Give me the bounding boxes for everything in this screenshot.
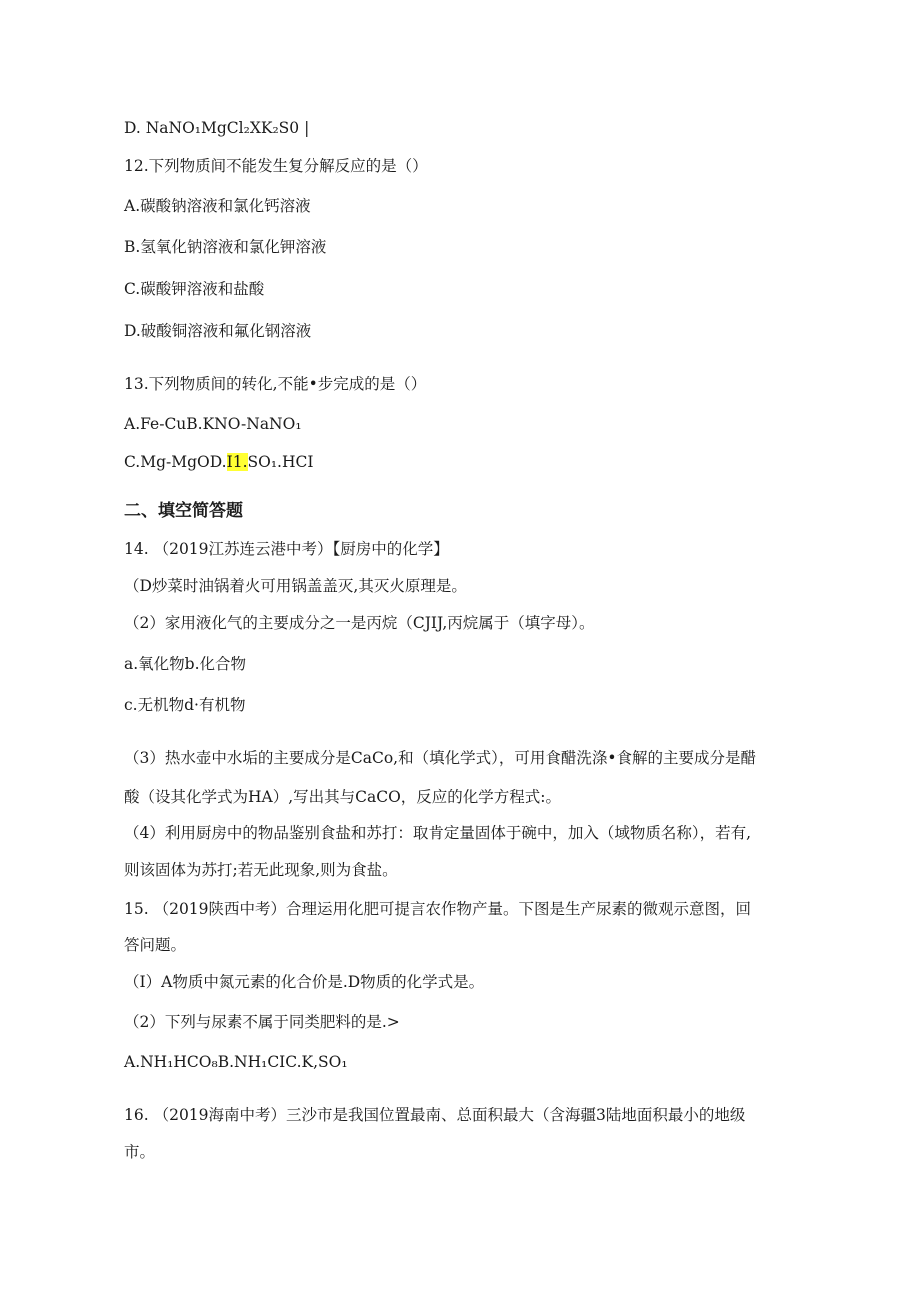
question-15-line1: 15. （2019陕西中考）合理运用化肥可提言农作物产量。下图是生产尿素的微观示意图，回 (124, 900, 752, 918)
question-15-line2: 答问题。 (124, 936, 187, 954)
question-14: 14. （2019江苏连云港中考）【厨房中的化学】 (124, 540, 449, 558)
option-12a: A.碳酸钠溶液和氯化钙溶液 (124, 197, 311, 215)
highlighted-text: I1. (226, 453, 248, 471)
option-12b: B.氢氧化钠溶液和氯化钾溶液 (124, 238, 327, 256)
question-14-part3-line1: （3）热水壶中水垢的主要成分是CaCo,和（填化学式），可用食醋洗涤•食解的主要成分是醋 (124, 749, 756, 767)
question-16-line2: 市。 (124, 1143, 156, 1161)
section-heading: 二、填空简答题 (124, 501, 243, 521)
option-15abc: A.NH₁HCO₈B.NH₁CIC.K,SO₁ (124, 1053, 348, 1071)
option-12d: D.破酸铜溶液和氟化钢溶液 (124, 322, 312, 340)
question-16-line1: 16. （2019海南中考）三沙市是我国位置最南、总面积最大（含海疆3陆地面积最小的地级 (124, 1106, 746, 1124)
question-14-part4-line1: （4）利用厨房中的物品鉴别食盐和苏打：取肯定量固体于碗中，加入（域物质名称），若有, (124, 824, 752, 842)
option-13cd (124, 451, 313, 473)
option-13d-text: SO₁.HCI (247, 453, 314, 471)
question-14-part3-line2: 酸（设其化学式为HA）,写出其与CaCO，反应的化学方程式:。 (124, 788, 562, 806)
question-14-part2: （2）家用液化气的主要成分之一是丙烷（CJIJ,丙烷属于（填字母）。 (124, 614, 595, 632)
question-15-part2: （2）下列与尿素不属于同类肥料的是.> (124, 1013, 400, 1031)
question-13: 13.下列物质间的转化,不能•步完成的是（） (124, 375, 427, 393)
question-15-part1: （I）A物质中氮元素的化合价是.D物质的化学式是。 (124, 973, 485, 991)
question-14-part1: （D炒菜时油锅着火可用锅盖盖灭,其灭火原理是。 (124, 577, 467, 595)
question-14-part4-line2: 则该固体为苏打;若无此现象,则为食盐。 (124, 861, 398, 879)
question-12: 12.下列物质间不能发生复分解反应的是（） (124, 157, 428, 175)
option-14ab: a.氧化物b.化合物 (124, 655, 247, 673)
option-12c: C.碳酸钾溶液和盐酸 (124, 280, 265, 298)
option-11d: D. NaNO₁MgCl₂XK₂S0 | (124, 119, 310, 137)
option-13ab: A.Fe-CuB.KNO-NaNO₁ (124, 415, 302, 433)
option-14cd: c.无机物d·有机物 (124, 696, 246, 714)
option-13c-text: C.Mg-MgOD. (124, 453, 227, 471)
